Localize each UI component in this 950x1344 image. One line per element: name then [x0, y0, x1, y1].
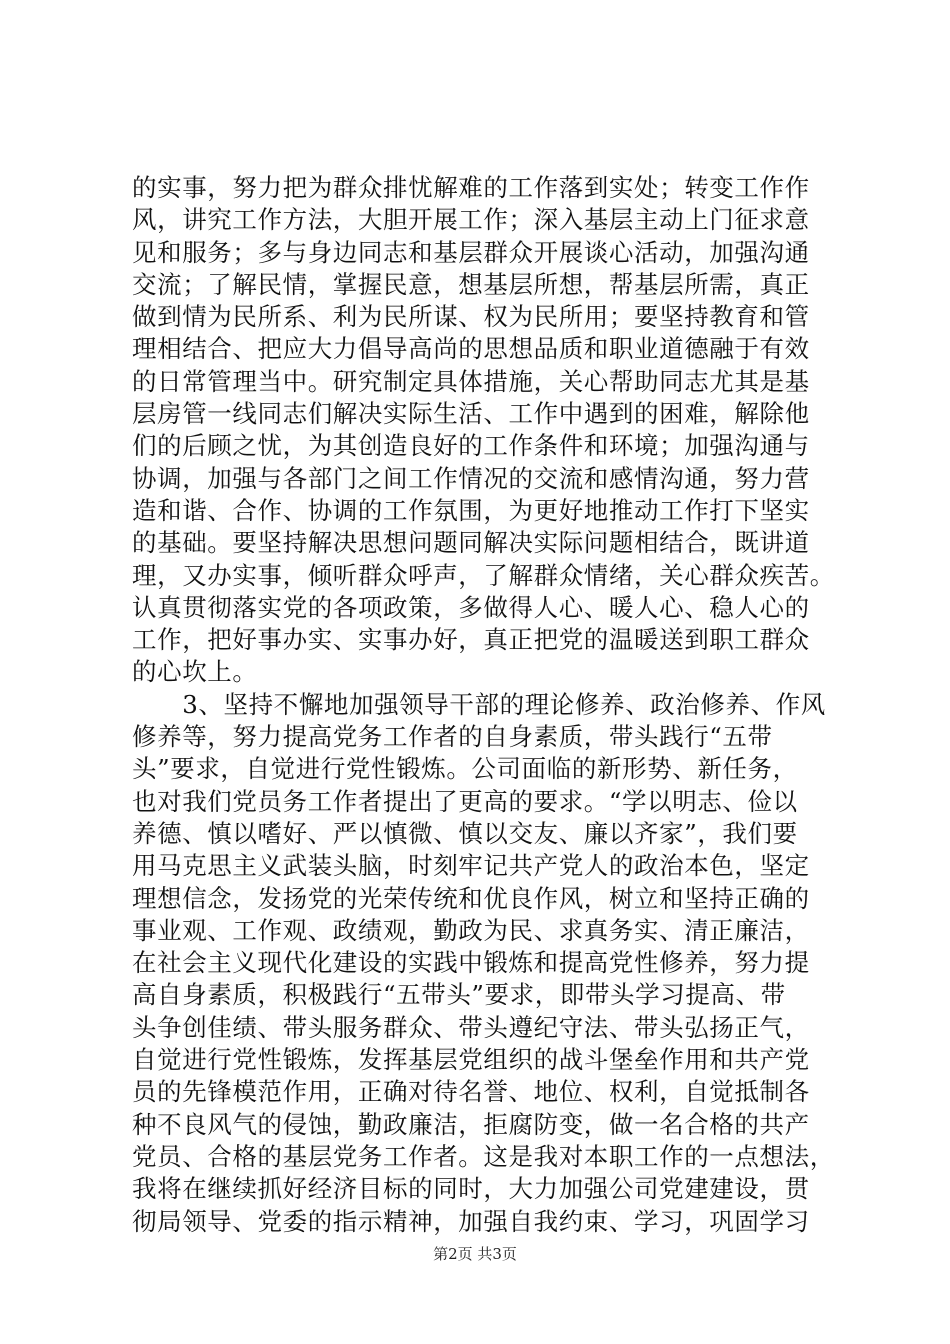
text-line: 彻局领导、党委的指示精神，加强自我约束、学习，巩固学习	[132, 1206, 810, 1236]
text-line: 自觉进行党性锻炼，发挥基层党组织的战斗堡垒作用和共产党	[132, 1045, 810, 1075]
text-line: 层房管一线同志们解决实际生活、工作中遇到的困难，解除他	[132, 399, 810, 429]
body-text	[132, 172, 835, 1238]
text-line: 交流；了解民情，掌握民意，想基层所想，帮基层所需，真正	[132, 269, 810, 299]
text-line: 我将在继续抓好经济目标的同时，大力加强公司党建建设，贯	[132, 1174, 810, 1204]
text-line: 养德、慎以嗜好、严以慎微、慎以交友、廉以齐家”，我们要	[132, 818, 798, 848]
text-line: 风，讲究工作方法，大胆开展工作；深入基层主动上门征求意	[132, 205, 810, 235]
text-line: 理，又办实事，倾听群众呼声，了解群众情绪，关心群众疾苦。	[132, 560, 835, 590]
text-line: 们的后顾之忧，为其创造良好的工作条件和环境；加强沟通与	[132, 431, 810, 461]
text-line: 做到情为民所系、利为民所谋、权为民所用；要坚持教育和管	[132, 302, 810, 332]
text-line: 3、坚持不懈地加强领导干部的理论修养、政治修养、作风	[132, 689, 826, 719]
text-line: 的基础。要坚持解决思想问题同解决实际问题相结合，既讲道	[132, 528, 810, 558]
text-line: 党员、合格的基层党务工作者。这是我对本职工作的一点想法，	[132, 1141, 835, 1171]
text-line: 的心坎上。	[132, 657, 258, 687]
text-line: 见和服务；多与身边同志和基层群众开展谈心活动，加强沟通	[132, 237, 810, 267]
text-line: 也对我们党员务工作者提出了更高的要求。“学以明志、俭以	[132, 786, 798, 816]
text-line: 修养等，努力提高党务工作者的自身素质，带头践行“五带	[132, 722, 773, 752]
text-line: 用马克思主义武装头脑，时刻牢记共产党人的政治本色，坚定	[132, 851, 810, 881]
text-line: 协调，加强与各部门之间工作情况的交流和感情沟通，努力营	[132, 463, 810, 493]
text-line: 造和谐、合作、协调的工作氛围，为更好地推动工作打下坚实	[132, 495, 810, 525]
text-line: 理想信念，发扬党的光荣传统和优良作风，树立和坚持正确的	[132, 883, 810, 913]
text-line: 在社会主义现代化建设的实践中锻炼和提高党性修养，努力提	[132, 948, 810, 978]
text-line: 工作，把好事办实、实事办好，真正把党的温暖送到职工群众	[132, 625, 810, 655]
text-line: 理相结合、把应大力倡导高尚的思想品质和职业道德融于有效	[132, 334, 810, 364]
text-line: 认真贯彻落实党的各项政策，多做得人心、暖人心、稳人心的	[132, 592, 810, 622]
page-footer: 第2页 共3页	[433, 1245, 517, 1263]
text-line: 头”要求，自觉进行党性锻炼。公司面临的新形势、新任务，	[132, 754, 798, 784]
text-line: 的日常管理当中。研究制定具体措施，关心帮助同志尤其是基	[132, 366, 810, 396]
text-line: 高自身素质，积极践行“五带头”要求，即带头学习提高、带	[132, 980, 786, 1010]
text-line: 种不良风气的侵蚀，勤政廉洁，拒腐防变，做一名合格的共产	[132, 1109, 810, 1139]
text-line: 的实事，努力把为群众排忧解难的工作落到实处；转变工作作	[132, 173, 810, 202]
text-line: 头争创佳绩、带头服务群众、带头遵纪守法、带头弘扬正气，	[132, 1012, 810, 1042]
text-line: 员的先锋模范作用，正确对待名誉、地位、权利，自觉抵制各	[132, 1077, 810, 1107]
text-line: 事业观、工作观、政绩观，勤政为民、求真务实、清正廉洁，	[132, 915, 810, 945]
